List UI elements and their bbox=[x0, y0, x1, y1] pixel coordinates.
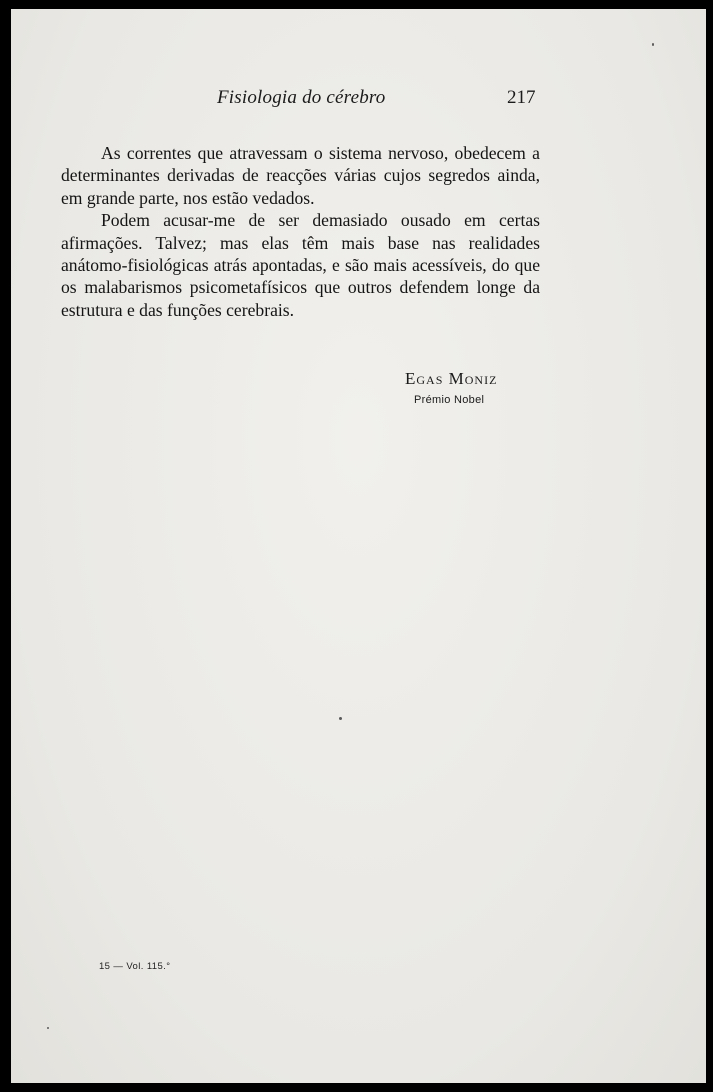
author-signature bbox=[405, 369, 497, 406]
printer-signature-mark: 15 — Vol. 115.° bbox=[99, 961, 171, 972]
paragraph-2: Podem acusar-me de ser demasiado ousado em certas afirmações. Talvez; mas elas têm mais base nas realidades anátomo-fisiológicas atrás apontadas, e são mais acessíveis, do que os malabarismos psicometafísicos que outros defendem longe da estrutura e das funções cerebrais. bbox=[61, 210, 540, 320]
paragraph-1: As correntes que atravessam o sistema nervoso, obedecem a determinantes derivadas de reacções várias cujos segredos ainda, em grande parte, nos estão vedados. bbox=[61, 143, 540, 208]
paper-speck bbox=[652, 43, 654, 46]
running-title: Fisiologia do cérebro bbox=[217, 87, 386, 108]
book-page bbox=[11, 9, 706, 1083]
body-text bbox=[61, 142, 540, 321]
author-name: Egas Moniz bbox=[405, 369, 498, 388]
paper-speck bbox=[47, 1027, 49, 1029]
author-title: Prémio Nobel bbox=[414, 394, 485, 406]
paper-speck bbox=[339, 717, 342, 720]
page-number: 217 bbox=[507, 87, 536, 108]
running-head bbox=[11, 87, 706, 111]
